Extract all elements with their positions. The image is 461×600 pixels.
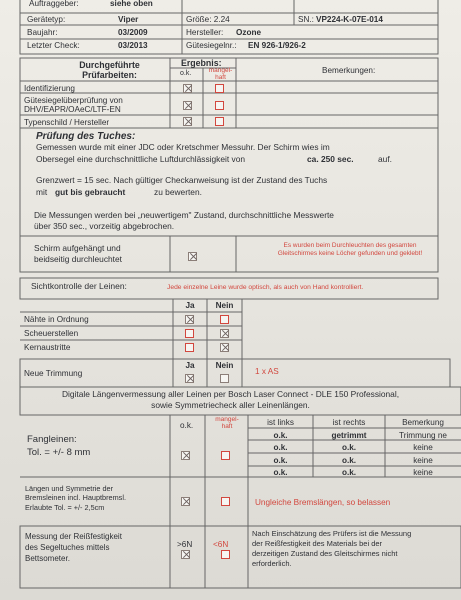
geraetetyp-value: Viper	[118, 15, 139, 24]
right-value-row-3: o.k.	[341, 456, 357, 465]
cloth-line-4-a: mit	[36, 187, 48, 197]
trimming-ja-checkbox[interactable]	[185, 374, 194, 383]
inspection-row-identifizierung: Identifizierung	[24, 84, 75, 93]
cloth-line-3: Grenzwert = 15 sec. Nach gültiger Checkanweisung ist der Zustand des Tuchs	[36, 175, 328, 185]
mangelhaft-checkbox[interactable]	[215, 117, 224, 126]
cloth-line-4-c: zu bewerten.	[154, 187, 202, 197]
right-value-row-1: getrimmt	[331, 431, 367, 440]
sn-label: SN.:	[298, 15, 314, 24]
less-6n-checkbox[interactable]	[221, 550, 230, 559]
cloth-line-4-b: gut bis gebraucht	[55, 187, 126, 197]
brake-ok-checkbox[interactable]	[181, 497, 190, 506]
nein-header: Nein	[215, 301, 234, 310]
ok-checkbox[interactable]	[183, 101, 192, 110]
inspection-row-typenschild: Typenschild / Hersteller	[24, 118, 110, 127]
cloth-title: Prüfung des Tuches:	[36, 131, 136, 142]
line-check-note: Jede einzelne Leine wurde optisch, als auch von Hand kontrolliert.	[167, 284, 364, 291]
siegel-value: EN 926-1/926-2	[248, 41, 306, 50]
fangleinen-label: Fangleinen:	[27, 434, 77, 445]
left-value-row-4: o.k.	[273, 468, 288, 477]
trimming-ja-header: Ja	[185, 361, 195, 370]
tolerance-label: Tol. = +/- 8 mm	[27, 447, 91, 458]
hersteller-label: Hersteller:	[186, 28, 224, 37]
mangelhaft-checkbox[interactable]	[215, 84, 224, 93]
ja-checkbox[interactable]	[185, 329, 194, 338]
cloth-line-2-c: auf.	[378, 154, 392, 164]
length-ok-header: o.k.	[180, 421, 194, 430]
trimming-label: Neue Trimmung	[24, 369, 83, 378]
brake-label: Längen und Symmetrie der Bremsleinen incl. Hauptbremsl. Erlaubte Tol. = +/- 2,5cm	[25, 484, 126, 512]
length-title-1: Digitale Längenvermessung aller Leinen per Bosch Laser Connect - DLE 150 Professional,	[61, 389, 400, 399]
greater-6n-checkbox[interactable]	[181, 550, 190, 559]
nein-checkbox[interactable]	[220, 343, 229, 352]
umbrella-note: Es wurden beim Durchleuchten des gesamten Gleitschirmes keine Löcher gefunden und geklebt!	[277, 242, 423, 258]
length-mangelhaft-checkbox[interactable]	[221, 451, 230, 460]
length-mangelhaft-header: mangel- haft	[215, 416, 239, 430]
ist-rechts-header: ist rechts	[332, 418, 366, 427]
check-label: Letzter Check:	[27, 41, 80, 50]
greater-6n-label: >6N	[177, 540, 193, 549]
baujahr-label: Baujahr:	[27, 28, 58, 37]
check-value: 03/2013	[118, 41, 148, 50]
sn-value: VP224-K-07E-014	[316, 15, 383, 24]
right-value-row-2: o.k.	[341, 443, 357, 452]
left-value-row-3: o.k.	[273, 456, 288, 465]
ja-checkbox[interactable]	[185, 343, 194, 352]
geraetetyp-label: Gerätetyp:	[27, 15, 66, 24]
ja-header: Ja	[185, 301, 195, 310]
strength-note: Nach Einschätzung des Prüfers ist die Messung der Reißfestigkeit des Materials bei der derzeitigen Zustand des Gleitschirmes nicht erforderlich.	[252, 529, 412, 569]
strength-label: Messung der Reißfestigkeit des Segeltuches mittels Bettsometer.	[25, 532, 122, 563]
umbrella-label: Schirm aufgehängt und beidseitig durchleuchtet	[34, 243, 122, 264]
inspection-row-guetesiegel: Gütesiegelüberprüfung von DHV/EAPR/OAeC/LTF-EN	[24, 96, 123, 115]
ok-checkbox[interactable]	[183, 84, 192, 93]
siegel-label: Gütesiegelnr.:	[186, 41, 237, 50]
nein-checkbox[interactable]	[220, 315, 229, 324]
ja-checkbox[interactable]	[185, 315, 194, 324]
remark-row-2: keine	[413, 443, 433, 452]
cloth-line-5: Die Messungen werden bei „neuwertigem" Zustand, durchschnittliche Messwerte	[34, 210, 334, 220]
brake-mangelhaft-checkbox[interactable]	[221, 497, 230, 506]
trimming-note: 1 x AS	[255, 367, 279, 376]
remark-row-3: keine	[413, 456, 433, 465]
less-6n-label: <6N	[213, 540, 229, 549]
line-check-row-kernaustritte: Kernaustritte	[24, 343, 71, 352]
cloth-line-2-a: Obersegel eine durchschnittliche Luftdurchlässigkeit von	[36, 154, 246, 164]
auftraggeber-label: Auftraggeber:	[29, 0, 79, 8]
ok-checkbox[interactable]	[188, 252, 197, 261]
mangelhaft-label: mangel- haft	[208, 67, 233, 81]
line-check-title: Sichtkontrolle der Leinen:	[31, 281, 127, 291]
remark-row-4: keine	[413, 468, 433, 477]
remark-row-1: Trimmung ne	[399, 431, 447, 440]
trimming-nein-header: Nein	[215, 361, 234, 370]
right-value-row-4: o.k.	[341, 468, 357, 477]
baujahr-value: 03/2009	[118, 28, 148, 37]
cloth-line-1: Gemessen wurde mit einer JDC oder Kretschmer Messuhr. Der Schirm wies im	[36, 142, 330, 152]
left-value-row-1: o.k.	[273, 431, 288, 440]
line-check-row-naehte: Nähte in Ordnung	[24, 315, 89, 324]
hersteller-value: Ozone	[236, 28, 262, 37]
ok-checkbox[interactable]	[183, 117, 192, 126]
mangelhaft-checkbox[interactable]	[215, 101, 224, 110]
inspection-title: Durchgeführte Prüfarbeiten:	[79, 60, 140, 80]
bemerkung-header: Bemerkung	[402, 418, 444, 427]
remarks-label: Bemerkungen:	[322, 66, 376, 75]
ist-links-header: ist links	[267, 418, 294, 427]
line-check-row-scheuerstellen: Scheuerstellen	[24, 329, 79, 338]
cloth-line-2-b: ca. 250 sec.	[307, 154, 354, 164]
nein-checkbox[interactable]	[220, 329, 229, 338]
length-title-2: sowie Symmetriecheck aller Leinenlängen.	[151, 400, 310, 410]
auftraggeber-value: siehe oben	[110, 0, 153, 8]
length-ok-checkbox[interactable]	[181, 451, 190, 460]
groesse-label: Größe: 2.24	[186, 15, 230, 24]
ok-label: o.k.	[180, 70, 192, 77]
trimming-nein-checkbox[interactable]	[220, 374, 229, 383]
cloth-line-6: über 350 sec., vorzeitig abgebrochen.	[34, 221, 175, 231]
brake-note: Ungleiche Bremslängen, so belassen	[255, 498, 391, 507]
left-value-row-2: o.k.	[273, 443, 288, 452]
result-label: Ergebnis:	[181, 58, 222, 68]
